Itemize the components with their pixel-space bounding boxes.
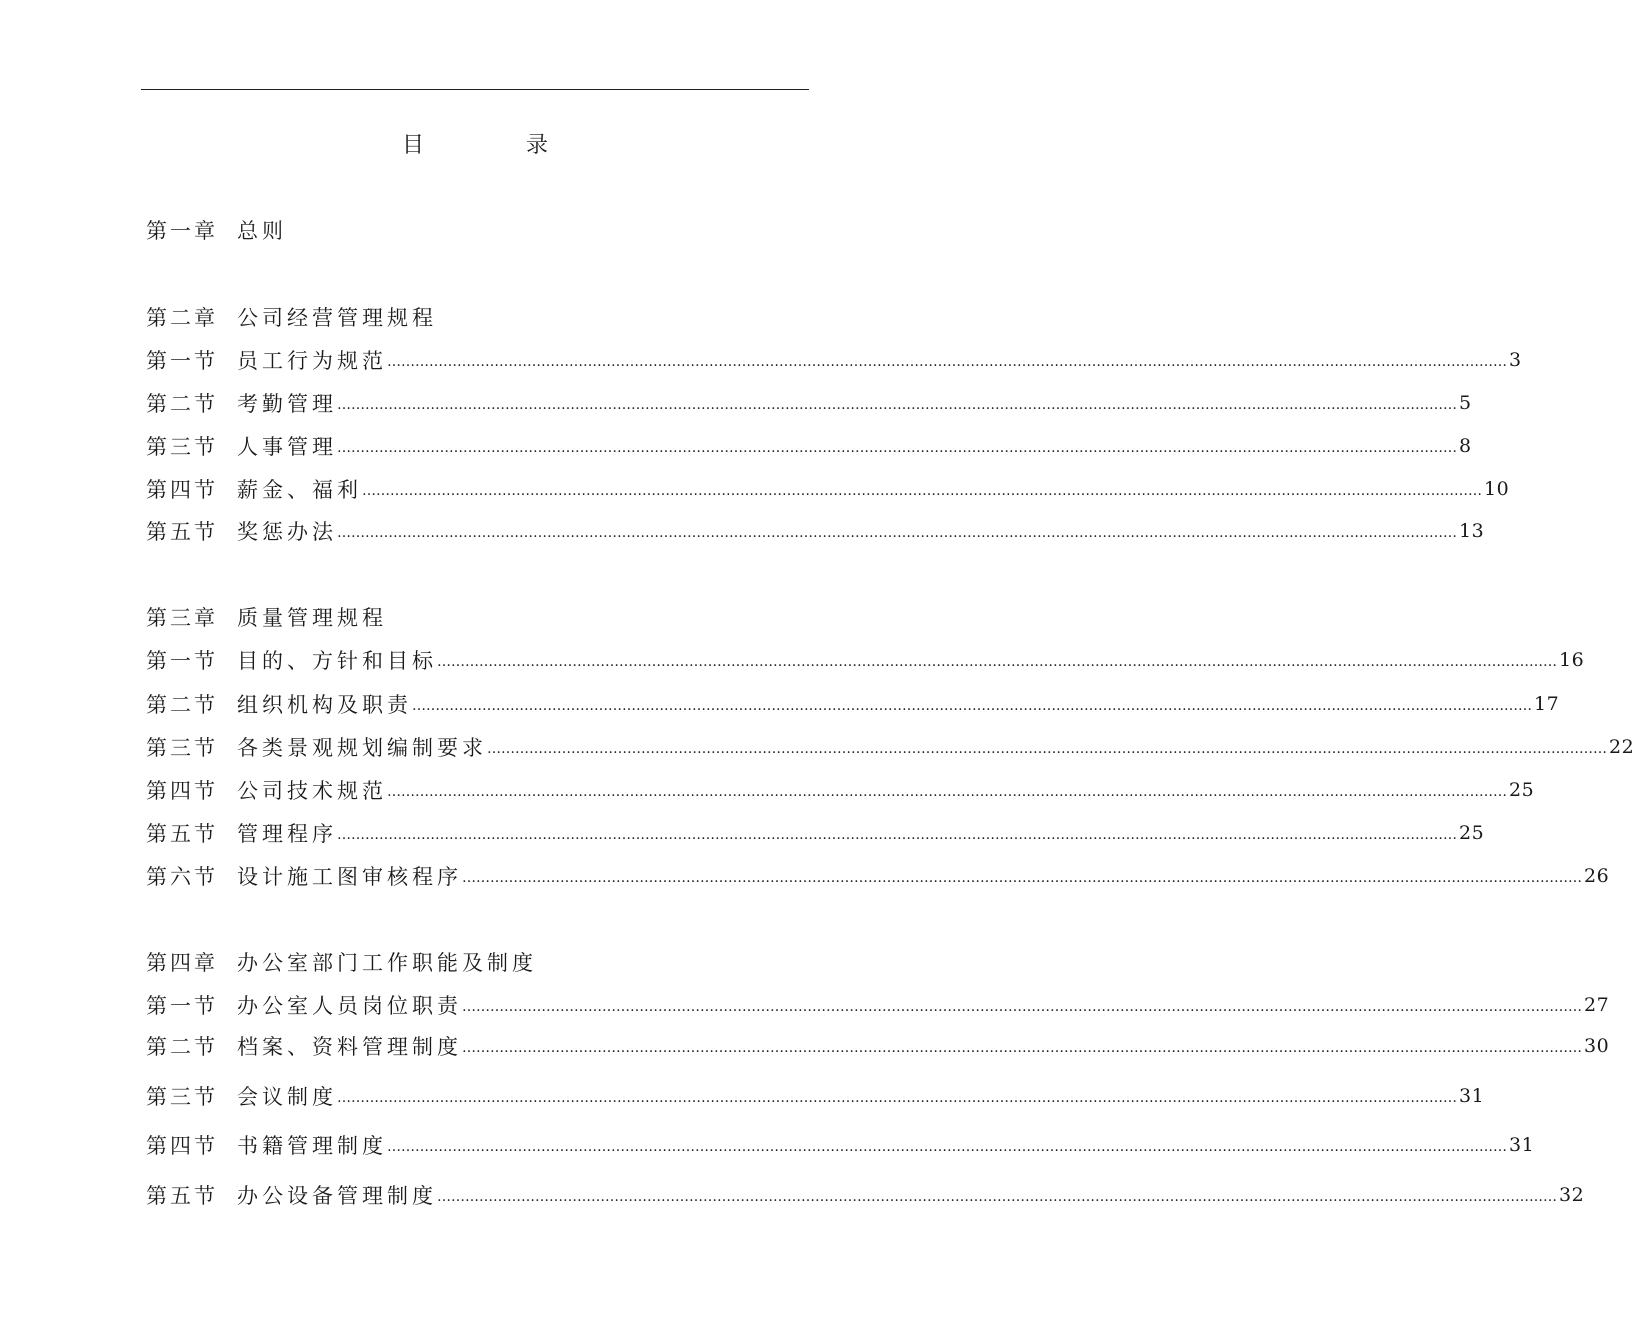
toc-entry-title: 考勤管理 [237,392,337,416]
toc-entry-label: 第四节 [146,478,218,502]
toc-section-entry [146,1130,1535,1160]
toc-page-number: 17 [1534,693,1560,715]
toc-section-entry [146,474,1510,504]
toc-entry-label: 第三节 [146,736,218,760]
toc-section-entry [146,431,1472,461]
toc-page-number: 31 [1509,1134,1535,1156]
toc-leader-dots: …………………………………………………………………………………………………………………………………………………………………………………………………………………… [337,397,1457,413]
toc-leader-dots: …………………………………………………………………………………………………………………………………………………………………………………………………………………… [337,525,1457,541]
toc-chapter-heading [146,947,798,977]
toc-section-entry [146,775,1535,805]
toc-entry-title: 人事管理 [237,435,337,459]
toc-entry-title: 管理程序 [237,822,337,846]
toc-leader-dots: …………………………………………………………………………………………………………………………………………………………………………………………………………………… [337,440,1457,456]
toc-entry-title: 公司经营管理规程 [237,306,437,330]
toc-page-number: 31 [1459,1085,1485,1107]
toc-section-entry [146,345,1522,375]
toc-leader-dots: …………………………………………………………………………………………………………………………………………………………………………………………………………………… [387,1139,1507,1155]
toc-section-entry [146,689,1560,719]
toc-page-number: 5 [1459,392,1472,414]
toc-section-entry [146,1180,1585,1210]
toc-entry-title: 会议制度 [237,1085,337,1109]
toc-page-number: 10 [1484,478,1510,500]
toc-section-entry [146,1081,1485,1111]
toc-entry-title: 组织机构及职责 [237,693,412,717]
toc-entry-title: 奖惩办法 [237,520,337,544]
toc-chapter-heading [146,302,798,332]
toc-leader-dots: …………………………………………………………………………………………………………………………………………………………………………………………………………………… [337,827,1457,843]
toc-leader-dots: …………………………………………………………………………………………………………………………………………………………………………………………………………………… [487,741,1607,757]
toc-leader-dots: …………………………………………………………………………………………………………………………………………………………………………………………………………………… [462,999,1582,1015]
toc-page-number: 26 [1584,865,1610,887]
toc-page-number: 25 [1459,822,1485,844]
toc-entry-label: 第二节 [146,693,218,717]
toc-chapter-heading [146,602,798,632]
toc-entry-label: 第二章 [146,306,218,330]
toc-entry-title: 办公设备管理制度 [237,1184,437,1208]
toc-entry-label: 第一节 [146,994,218,1018]
toc-entry-title: 总则 [237,219,287,243]
toc-entry-label: 第五节 [146,520,218,544]
toc-leader-dots: …………………………………………………………………………………………………………………………………………………………………………………………………………………… [462,870,1582,886]
toc-page-number: 3 [1509,349,1522,371]
toc-page-number: 25 [1509,779,1535,801]
toc-entry-label: 第一节 [146,349,218,373]
header-rule [141,89,809,90]
toc-page-number: 8 [1459,435,1472,457]
toc-entry-title: 办公室人员岗位职责 [237,994,462,1018]
toc-section-entry [146,818,1485,848]
toc-leader-dots: …………………………………………………………………………………………………………………………………………………………………………………………………………………… [462,1040,1582,1056]
toc-entry-title: 办公室部门工作职能及制度 [237,951,537,975]
toc-section-entry [146,861,1610,891]
toc-entry-title: 员工行为规范 [237,349,387,373]
toc-entry-label: 第二节 [146,1035,218,1059]
toc-entry-label: 第六节 [146,865,218,889]
toc-section-entry [146,990,1610,1020]
toc-entry-label: 第一节 [146,649,218,673]
toc-entry-label: 第五节 [146,1184,218,1208]
toc-page-number: 32 [1559,1184,1585,1206]
toc-entry-label: 第二节 [146,392,218,416]
toc-page-number: 16 [1559,649,1585,671]
toc-page-number: 27 [1584,994,1610,1016]
toc-leader-dots: …………………………………………………………………………………………………………………………………………………………………………………………………………………… [437,654,1557,670]
toc-entry-label: 第五节 [146,822,218,846]
toc-entry-label: 第四章 [146,951,218,975]
toc-entry-title: 档案、资料管理制度 [237,1035,462,1059]
toc-entry-label: 第一章 [146,219,218,243]
toc-entry-label: 第三章 [146,606,218,630]
toc-entry-label: 第四节 [146,1134,218,1158]
toc-entry-title: 各类景观规划编制要求 [237,736,487,760]
toc-entry-title: 公司技术规范 [237,779,387,803]
toc-entry-title: 设计施工图审核程序 [237,865,462,889]
toc-entry-title: 薪金、福利 [237,478,362,502]
toc-section-entry [146,732,1634,762]
toc-page-number: 22 [1609,736,1634,758]
toc-entry-title: 书籍管理制度 [237,1134,387,1158]
toc-leader-dots: …………………………………………………………………………………………………………………………………………………………………………………………………………………… [387,784,1507,800]
toc-entry-label: 第三节 [146,435,218,459]
toc-section-entry [146,516,1485,546]
toc-section-entry [146,645,1585,675]
toc-section-entry [146,388,1472,418]
toc-leader-dots: …………………………………………………………………………………………………………………………………………………………………………………………………………………… [337,1090,1457,1106]
toc-page-number: 13 [1459,520,1485,542]
toc-entry-label: 第四节 [146,779,218,803]
toc-title: 目 录 [401,133,588,158]
toc-entry-title: 质量管理规程 [237,606,387,630]
toc-leader-dots: …………………………………………………………………………………………………………………………………………………………………………………………………………………… [362,483,1482,499]
toc-leader-dots: …………………………………………………………………………………………………………………………………………………………………………………………………………………… [412,698,1532,714]
toc-leader-dots: …………………………………………………………………………………………………………………………………………………………………………………………………………………… [387,354,1507,370]
toc-leader-dots: …………………………………………………………………………………………………………………………………………………………………………………………………………………… [437,1189,1557,1205]
toc-page-number: 30 [1584,1035,1610,1057]
toc-entry-label: 第三节 [146,1085,218,1109]
toc-entry-title: 目的、方针和目标 [237,649,437,673]
toc-chapter-heading [146,215,798,245]
toc-section-entry [146,1031,1610,1061]
